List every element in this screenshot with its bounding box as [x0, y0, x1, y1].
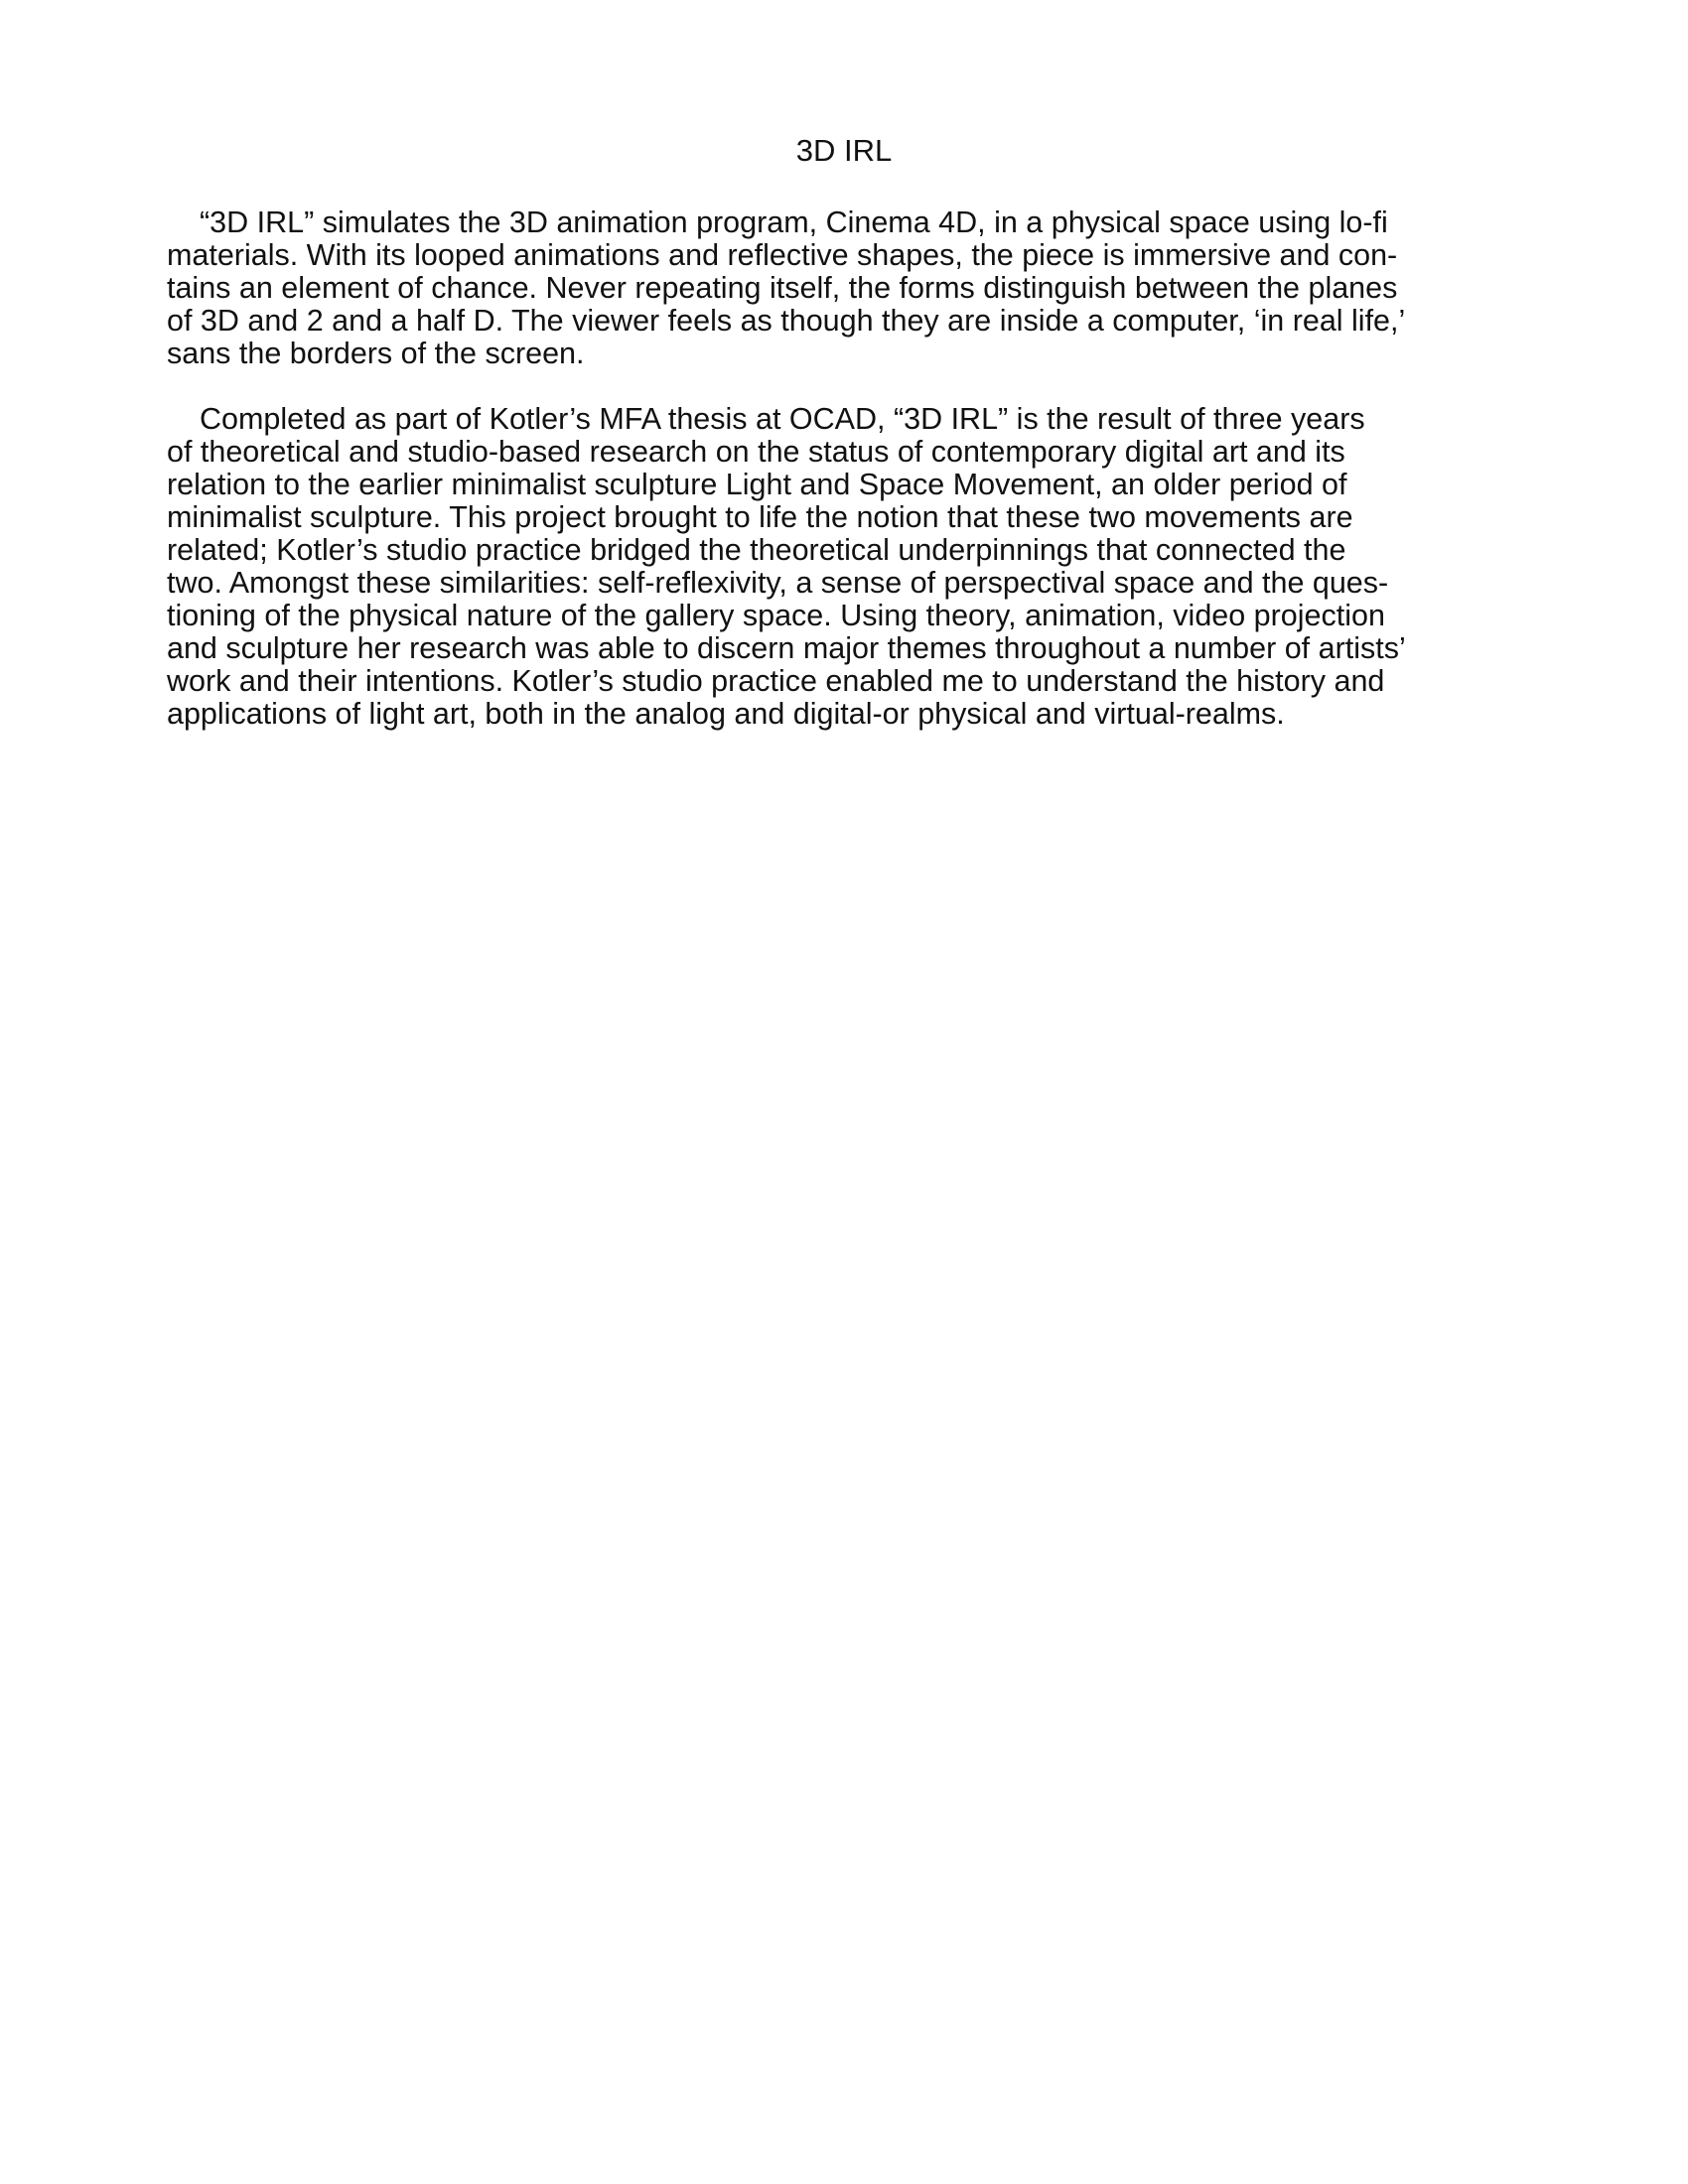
text-line: Completed as part of Kotler’s MFA thesis at OCAD, “3D IRL” is the result of three years	[200, 402, 1365, 436]
text-line: and sculpture her research was able to discern major themes throughout a number of artists’	[167, 631, 1406, 665]
text-line: tains an element of chance. Never repeating itself, the forms distinguish between the planes	[167, 271, 1398, 305]
text-line: two. Amongst these similarities: self-reflexivity, a sense of perspectival space and the ques-	[167, 566, 1389, 600]
text-line: relation to the earlier minimalist sculpture Light and Space Movement, an older period of	[167, 468, 1347, 501]
text-line: of 3D and 2 and a half D. The viewer feels as though they are inside a computer, ‘in real life,’	[167, 304, 1406, 338]
text-line: sans the borders of the screen.	[167, 337, 585, 370]
paragraph-1	[167, 206, 1522, 370]
text-line: work and their intentions. Kotler’s studio practice enabled me to understand the history and	[167, 664, 1385, 698]
text-line: tioning of the physical nature of the gallery space. Using theory, animation, video projection	[167, 599, 1385, 632]
paragraph-2	[167, 403, 1522, 731]
page-title: 3D IRL	[795, 133, 893, 168]
text-line: of theoretical and studio-based research on the status of contemporary digital art and its	[167, 435, 1345, 469]
text-line: applications of light art, both in the analog and digital-or physical and virtual-realms.	[167, 697, 1285, 731]
text-line: materials. With its looped animations and reflective shapes, the piece is immersive and con-	[167, 238, 1398, 272]
document-body	[167, 206, 1522, 763]
text-line: minimalist sculpture. This project brought to life the notion that these two movements are	[167, 500, 1353, 534]
text-line: “3D IRL” simulates the 3D animation program, Cinema 4D, in a physical space using lo-fi	[200, 205, 1388, 239]
text-line: related; Kotler’s studio practice bridged the theoretical underpinnings that connected the	[167, 533, 1346, 567]
